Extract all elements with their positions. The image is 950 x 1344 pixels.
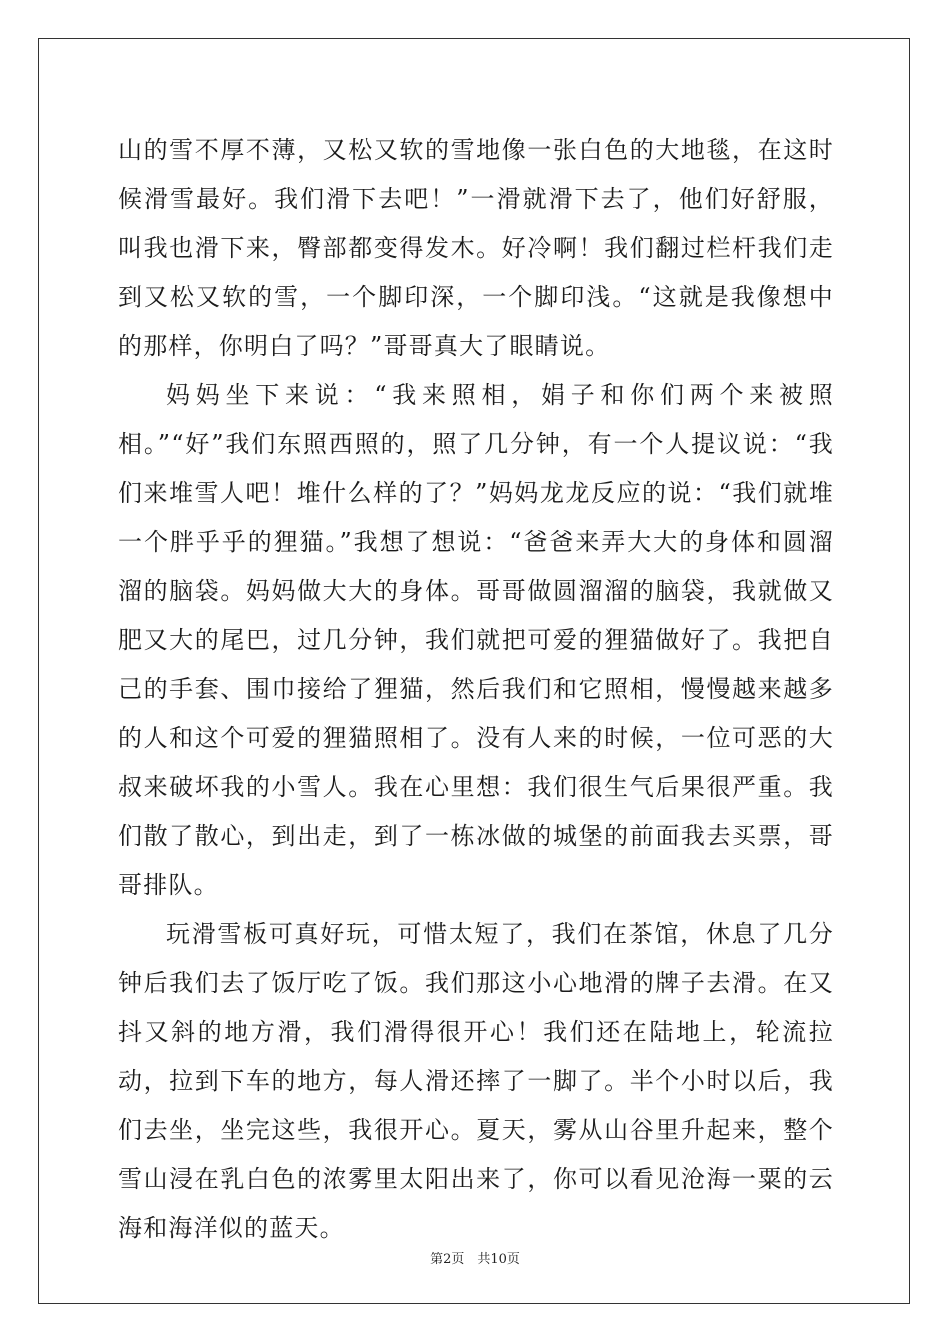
paragraph-1: 山的雪不厚不薄，又松又软的雪地像一张白色的大地毯，在这时候滑雪最好。我们滑下去吧！”一滑就滑下去了，他们好舒服，叫我也滑下来，臀部都变得发木。好冷啊！我们翻过栏杆我们走到又松又软的雪，一个脚印深，一个脚印浅。“这就是我像想中的那样，你明白了吗？”哥哥真大了眼睛说。: [118, 136, 834, 360]
page-number-footer: 第2页 共10页: [430, 1252, 520, 1267]
paragraph-2: 妈妈坐下来说：“我来照相，娟子和你们两个来被照相。”“好”我们东照西照的，照了几分钟，有一个人提议说：“我们来堆雪人吧！堆什么样的了？”妈妈龙龙反应的说：“我们就堆一个胖乎乎的狸猫。”我想了想说：“爸爸来弄大大的身体和圆溜溜的脑袋。妈妈做大大的身体。哥哥做圆溜溜的脑袋，我就做又肥又大的尾巴，过几分钟，我们就把可爱的狸猫做好了。我把自己的手套、围巾接给了狸猫，然后我们和它照相，慢慢越来越多的人和这个可爱的狸猫照相了。没有人来的时候，一位可恶的大叔来破坏我的小雪人。我在心里想：我们很生气后果很严重。我们散了散心，到出走，到了一栋冰做的城堡的前面我去买票，哥哥排队。: [118, 381, 834, 899]
document-body: [118, 126, 834, 1253]
paragraph-3: 玩滑雪板可真好玩，可惜太短了，我们在茶馆，休息了几分钟后我们去了饭厅吃了饭。我们那这小心地滑的牌子去滑。在又抖又斜的地方滑，我们滑得很开心！我们还在陆地上，轮流拉动，拉到下车的地方，每人滑还摔了一脚了。半个小时以后，我们去坐，坐完这些，我很开心。夏天，雾从山谷里升起来，整个雪山浸在乳白色的浓雾里太阳出来了，你可以看见沧海一粟的云海和海洋似的蓝天。: [118, 920, 834, 1242]
